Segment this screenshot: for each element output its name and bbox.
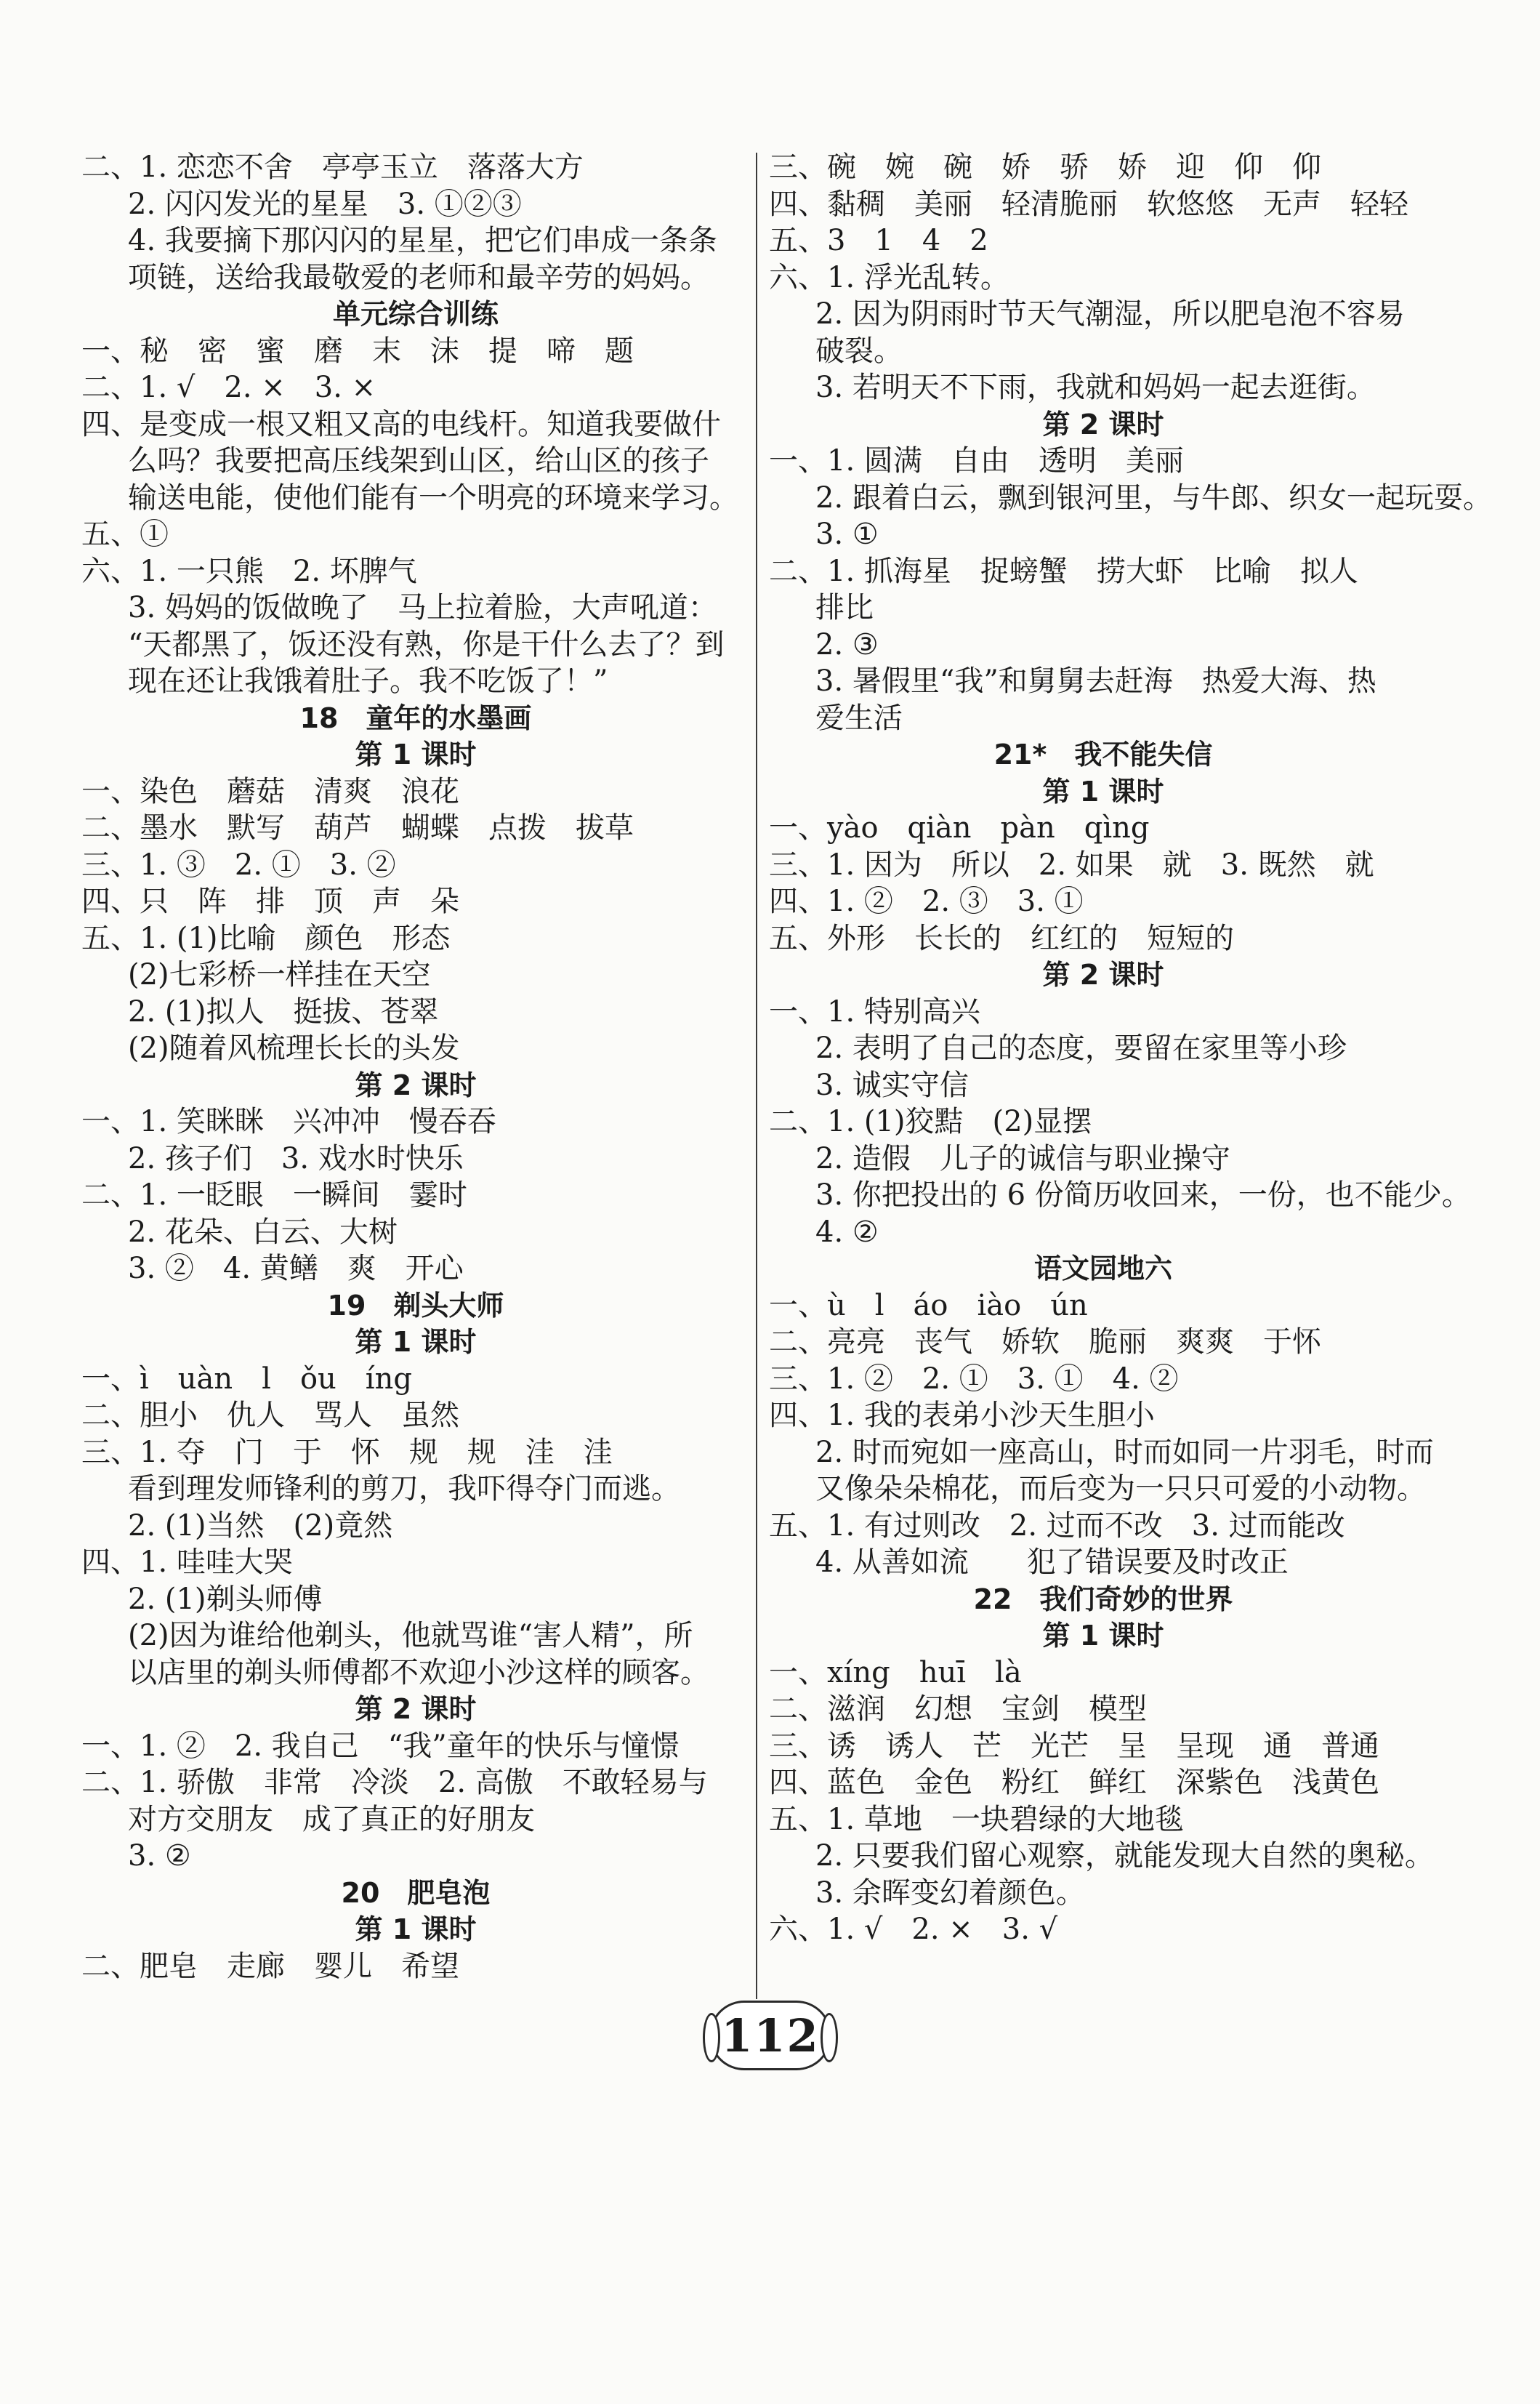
- answer-line: 项链，送给我最敬爱的老师和最辛劳的妈妈。: [128, 260, 709, 294]
- answer-line: 2. 跟着白云，飘到银河里，与牛郎、织女一起玩耍。: [815, 481, 1492, 515]
- answer-line: 4. ②: [815, 1215, 879, 1249]
- answer-line: 二、亮亮 丧气 娇软 脆丽 爽爽 于怀: [769, 1325, 1321, 1359]
- column-divider: [756, 153, 757, 1999]
- answer-line: 四、只 阵 排 顶 声 朵: [81, 885, 459, 918]
- answer-line: (2)因为谁给他剃头，他就骂谁“害人精”，所: [128, 1619, 693, 1652]
- answer-line: 二、墨水 默写 葫芦 蝴蝶 点拨 拔草: [81, 811, 634, 845]
- answer-line: 二、1. 恋恋不舍 亭亭玉立 落落大方: [81, 150, 584, 184]
- answer-line: 3. 诚实守信: [815, 1068, 969, 1102]
- page-number-badge: [709, 2001, 831, 2070]
- answer-line: 2. (1)当然 (2)竟然: [128, 1508, 393, 1543]
- answer-line: 一、ì uàn l ǒu íng: [81, 1362, 412, 1396]
- page-number: 112: [721, 2009, 820, 2062]
- answer-line: 一、染色 蘑菇 清爽 浪花: [81, 774, 459, 808]
- answer-line: 五、1. 有过则改 2. 过而不改 3. 过而能改: [769, 1508, 1345, 1543]
- answer-line: 2. 因为阴雨时节天气潮湿，所以肥皂泡不容易: [815, 297, 1405, 331]
- answer-line: 2. ③: [815, 627, 879, 662]
- answer-line: 3. ②: [128, 1839, 191, 1873]
- answer-line: 五、1. 草地 一块碧绿的大地毯: [769, 1802, 1184, 1836]
- section-heading: 第 2 课时: [355, 1693, 477, 1725]
- section-heading: 第 2 课时: [355, 1069, 477, 1101]
- answer-line: 一、xíng huī là: [769, 1655, 1022, 1689]
- answer-line: 三、1. 夺 门 于 怀 规 规 洼 洼: [81, 1435, 613, 1469]
- answer-line: 一、秘 密 蜜 磨 末 沫 提 啼 题: [81, 334, 634, 368]
- answer-line: 一、1. ② 2. 我自己 “我”童年的快乐与憧憬: [81, 1729, 680, 1763]
- answer-line: 一、1. 圆满 自由 透明 美丽: [769, 444, 1184, 478]
- answer-line: 2. (1)剃头师傅: [128, 1582, 323, 1616]
- answer-line: 五、1. (1)比喻 颜色 形态: [81, 921, 451, 955]
- answer-line: 看到理发师锋利的剪刀，我吓得夺门而逃。: [128, 1472, 680, 1505]
- left-column: [81, 149, 750, 1985]
- answer-line: 六、1. 浮光乱转。: [769, 260, 1009, 294]
- answer-line: 2. (1)拟人 挺拔、苍翠: [128, 994, 439, 1029]
- section-heading: 18 童年的水墨画: [299, 701, 532, 734]
- section-heading: 单元综合训练: [332, 298, 499, 330]
- answer-line: 六、1. √ 2. × 3. √: [769, 1913, 1058, 1946]
- answer-line: 2. 时而宛如一座高山，时而如同一片羽毛，时而: [815, 1435, 1434, 1469]
- answer-line: 4. 从善如流 犯了错误要及时改正: [815, 1545, 1289, 1579]
- answer-line: 二、滋润 幻想 宝剑 模型: [769, 1692, 1147, 1726]
- answer-line: 二、1. 一眨眼 一瞬间 霎时: [81, 1178, 467, 1212]
- answer-line: 2. 花朵、白云、大树: [128, 1215, 398, 1249]
- answer-line: 一、ù l áo iào ún: [769, 1288, 1088, 1322]
- answer-line: 二、1. (1)狡黠 (2)显摆: [769, 1105, 1092, 1138]
- section-heading: 第 2 课时: [1042, 408, 1164, 441]
- answer-line: 又像朵朵棉花，而后变为一只只可爱的小动物。: [815, 1472, 1426, 1505]
- answer-line: (2)七彩桥一样挂在天空: [128, 958, 431, 992]
- answer-line: 六、1. 一只熊 2. 坏脾气: [81, 554, 417, 588]
- answer-line: 二、1. 骄傲 非常 冷淡 2. 高傲 不敢轻易与: [81, 1766, 708, 1799]
- answer-line: 三、1. ② 2. ① 3. ① 4. ②: [769, 1362, 1179, 1396]
- answer-line: 现在还让我饿着肚子。我不吃饭了！”: [128, 664, 608, 698]
- answer-line: (2)随着风梳理长长的头发: [128, 1032, 460, 1065]
- answer-line: 4. 我要摘下那闪闪的星星，把它们串成一条条: [128, 224, 717, 257]
- answer-line: 三、1. 因为 所以 2. 如果 就 3. 既然 就: [769, 848, 1374, 882]
- answer-line: 四、1. ② 2. ③ 3. ①: [769, 885, 1084, 918]
- answer-line: 五、3 1 4 2: [769, 224, 988, 257]
- answer-line: 四、黏稠 美丽 轻清脆丽 软悠悠 无声 轻轻: [769, 187, 1408, 221]
- section-heading: 第 1 课时: [355, 1913, 477, 1945]
- answer-line: 一、yào qiàn pàn qìng: [769, 811, 1150, 845]
- answer-line: 五、①: [81, 518, 169, 551]
- right-column: [769, 149, 1492, 1948]
- section-heading: 语文园地六: [1033, 1253, 1172, 1285]
- answer-line: 3. ①: [815, 518, 879, 551]
- answer-line: 3. 若明天不下雨，我就和妈妈一起去逛街。: [815, 371, 1376, 404]
- answer-line: 二、肥皂 走廊 婴儿 希望: [81, 1949, 459, 1983]
- section-heading: 第 1 课时: [1042, 775, 1164, 808]
- section-heading: 第 1 课时: [355, 739, 477, 771]
- section-heading: 第 1 课时: [355, 1326, 477, 1358]
- answer-line: 三、诱 诱人 芒 光芒 呈 呈现 通 普通: [769, 1729, 1379, 1763]
- answer-line: “天都黑了，饭还没有熟，你是干什么去了？到: [128, 627, 725, 662]
- answer-line: 二、1. √ 2. × 3. ×: [81, 371, 376, 404]
- answer-line: 一、1. 特别高兴: [769, 994, 980, 1029]
- section-heading: 20 肥皂泡: [341, 1876, 491, 1909]
- answer-line: 对方交朋友 成了真正的好朋友: [128, 1802, 535, 1836]
- answer-line: 一、1. 笑眯眯 兴冲冲 慢吞吞: [81, 1105, 496, 1138]
- section-heading: 19 剃头大师: [327, 1289, 504, 1322]
- answer-line: 么吗？我要把高压线架到山区，给山区的孩子: [128, 444, 709, 478]
- answer-line: 五、外形 长长的 红红的 短短的: [769, 921, 1234, 955]
- answer-line: 三、1. ③ 2. ① 3. ②: [81, 848, 396, 882]
- answer-line: 2. 造假 儿子的诚信与职业操守: [815, 1141, 1230, 1175]
- answer-line: 2. 孩子们 3. 戏水时快乐: [128, 1141, 464, 1175]
- answer-line: 四、蓝色 金色 粉红 鲜红 深紫色 浅黄色: [769, 1766, 1379, 1799]
- answer-line: 3. 妈妈的饭做晚了 马上拉着脸，大声吼道：: [128, 591, 717, 624]
- answer-line: 破裂。: [815, 334, 903, 368]
- section-heading: 第 1 课时: [1042, 1620, 1164, 1652]
- answer-line: 爱生活: [815, 701, 903, 735]
- answer-line: 2. 表明了自己的态度，要留在家里等小珍: [815, 1032, 1347, 1065]
- answer-line: 3. 你把投出的 6 份简历收回来，一份，也不能少。: [815, 1178, 1471, 1212]
- section-heading: 第 2 课时: [1042, 959, 1164, 991]
- answer-line: 3. ② 4. 黄鳝 爽 开心: [128, 1252, 464, 1285]
- answer-line: 四、1. 哇哇大哭: [81, 1545, 293, 1579]
- answer-line: 2. 闪闪发光的星星 3. ①②③: [128, 187, 522, 221]
- answer-line: 四、1. 我的表弟小沙天生胆小: [769, 1399, 1155, 1432]
- section-heading: 22 我们奇妙的世界: [973, 1583, 1233, 1615]
- answer-line: 二、胆小 仇人 骂人 虽然: [81, 1399, 459, 1432]
- answer-line: 3. 暑假里“我”和舅舅去赶海 热爱大海、热: [815, 664, 1376, 698]
- answer-line: 三、碗 婉 碗 娇 骄 娇 迎 仰 仰: [769, 150, 1321, 184]
- answer-line: 2. 只要我们留心观察，就能发现大自然的奥秘。: [815, 1839, 1434, 1873]
- answer-line: 二、1. 抓海星 捉螃蟹 捞大虾 比喻 拟人: [769, 554, 1358, 588]
- answer-line: 以店里的剃头师傅都不欢迎小沙这样的顾客。: [128, 1655, 709, 1689]
- answer-line: 3. 余晖变幻着颜色。: [815, 1876, 1085, 1910]
- section-heading: 21* 我不能失信: [993, 739, 1213, 771]
- answer-line: 输送电能，使他们能有一个明亮的环境来学习。: [128, 481, 738, 515]
- answer-line: 排比: [815, 591, 874, 624]
- answer-line: 四、是变成一根又粗又高的电线杆。知道我要做什: [81, 407, 721, 441]
